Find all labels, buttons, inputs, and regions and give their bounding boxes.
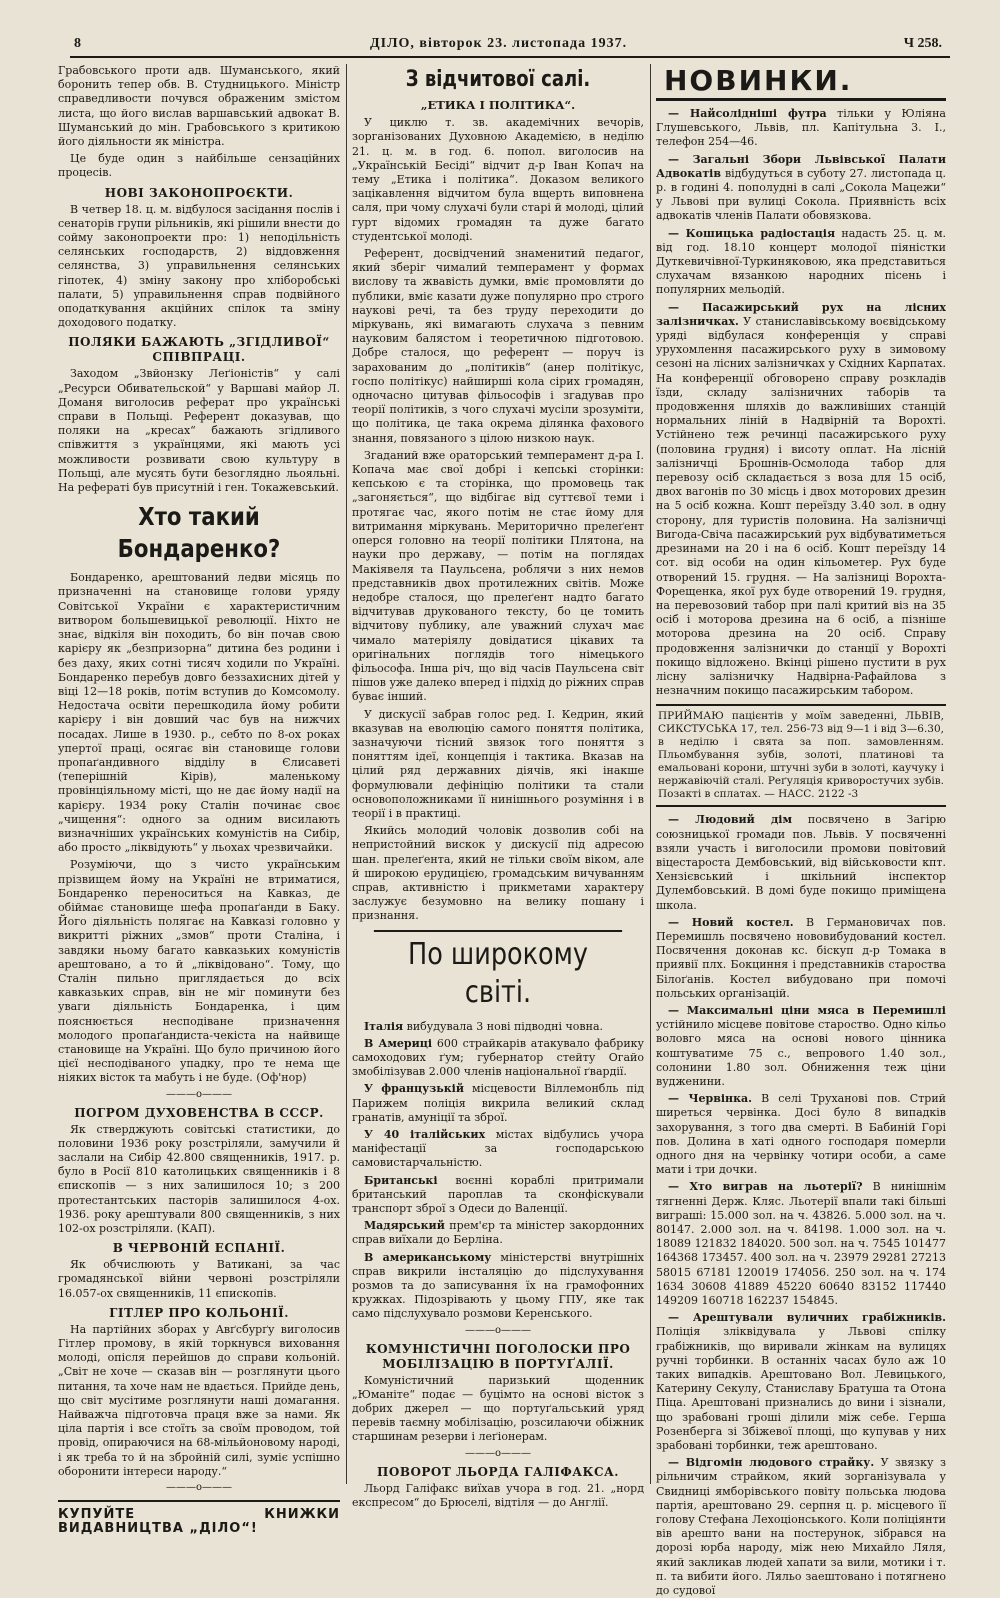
column-right: [656, 64, 947, 1598]
news-item-lead: — Відгомін людового страйку.: [668, 1456, 875, 1470]
news-item: [352, 1020, 644, 1034]
news-item-lead: У 40 італійських: [364, 1128, 486, 1141]
news-item-text: вибудувала 3 нові підводні човна.: [403, 1019, 603, 1033]
article-paragraph: На партійних зборах у Авґсбурґу виголосив Гітлер промову, в якій торкнувся виховання молоді, опісля перейшов до справи кольоній. „Світ не хоче — сказав він — розглянути цього питання, та хоче нам не вдається. Прийде день, що світ мусітиме розглянути наші домагання. Найважча підготовча праця вже за нами. Як ціла партія і все стоїть за своїм проводом, той провід, опираючися на 68-мільйоновому народі, і як треба то й на збройній силі, зуміє успішно оборонити інтереси народу.“: [58, 1322, 340, 1478]
news-item-text: У станиславівському воєвідському уряді відбулася конференція у справі урухомлення пасажирського руху в зимовому сезоні на лісних залізничках у Східних Карпатах. На конференції обговорено справу розкладів їзди, складу залізничних таборів та продовження шляхів до важливіших станцій нормальних ліній в Надвірній та Ворохті. Устійнено теж речинці пасажирського руху (половина грудня) і висоту оплат. На лісній залізничці Брошнів-Осмолода табор для перевозу осіб складається з воза для 15 осіб, двох вагонів по 30 місць і двох моторових дрезин на 5 осіб кожна. Кошт переїзду 3.40 зол. в одну сторону, для туристів половина. На залізничці Вигода-Свіча пасажирський рух відбуватиметься дрезинами на 20 і на 6 осіб. Кошт переїзду 14 сот. від особи на один кільометер. Рух буде отворений 15. грудня. — На залізниці Ворохта-Форещенка, якої рух буде отворений 19. грудня, на перевозовий табор при палі критий віз на 35 осіб і моторова дрезина на 6 осіб, а пізніше моторова дрезина на 20 осіб. Справу продовження залізнички до станції у Ворохті покищо відложено. Вкінці рішено пустити в рух лісну залізничку Надвірна-Рафайлова з незначним покищо пасажирським табором.: [656, 314, 946, 698]
column-left: [58, 64, 340, 1537]
news-item-lead: — Пасажирський рух на лісних залізничках.: [656, 300, 946, 328]
separator: ———o———: [165, 1482, 233, 1494]
article-paragraph: Комуністичний паризький щоденник „Юманіте“ подає — буцімто на основі вісток з добрих джерел — що портуґальський уряд перевів таємну мобілізацію, розсилаючи обіжник старшинам резерви і леґіонерам.: [352, 1373, 644, 1444]
news-item-lead: У французькій: [364, 1082, 464, 1096]
article-paragraph: Це буде один з найбільше сензаційних процесів.: [58, 152, 340, 180]
news-item: [352, 1128, 644, 1171]
news-item-text: надасть 25. ц. м. від год. 18.10 концерт молодої піяністки Дуткевичівної-Туркиняковою, яка представиться слухачам вязанкою народних пісень і популярних мельодій.: [656, 226, 947, 297]
page-number: 8: [74, 36, 81, 51]
news-item-text: прем'єр та міністер закордонних справ виїхали до Берліна.: [352, 1219, 644, 1247]
news-item-text: устійнило місцеве повітове староство. Одно кільо воловго мяса на основі нового цінника коштуватиме 75 с., вепрового 1.40 зол., солонини 1.80 зол. Обниження теж ціни вудженини.: [656, 1018, 946, 1088]
article-paragraph: У циклю т. зв. академічних вечорів, зорганізованих Духовною Академією, в неділю 21. ц. м. в год. 6. попол. виголосив на „Українській Бесіді“ відчит д-р Іван Копач на тему „Етика і політика“. Доказом великого зацікавлення відчитом була вщерть виповнена саля, при чому слухачі були старі й молоді, цілий гурт відомих громадян та дуже багато студентської молоді.: [352, 116, 644, 243]
article-paragraph: Референт, досвідчений знаменитий педагог, який зберіг чималий темперамент у формах вислову та жвавість думки, вміє промовляти до публики, вміє казати дуже популярно про строго наукові речі, та без труду переходити до міркувань, які вимагають слухача з певним науковим балястом і теоретичною підготовою. Добре сталося, що референт — поруч із зарахованим до „політиків“ (анер політікус, госпо політікус) найширші кола сірих громадян, одночасно цитував фільософів і згадував про теорії політиків, з чого слухачі мусіли зрозуміти, що політика, це така окрема ділянка фахового знання, повязаного з цілою низкою наук.: [352, 247, 644, 445]
news-item-lead: — Хто виграв на льотерії?: [668, 1180, 863, 1194]
separator: ———o———: [464, 1447, 532, 1459]
article-paragraph: Льорд Галіфакс виїхав учора в год. 21. „норд експресом“ до Брюселі, відтіля — до Англії.: [352, 1481, 644, 1509]
issue-number: Ч 258.: [903, 36, 942, 51]
article-paragraph: В четвер 18. ц. м. відбулося засідання послів і сенаторів групи рільників, які рішили внести до сойму законопроекти про: 1) неподільність селянських господарств, 2) віддовження селянства, 3) управильнення селянських гіпотек, 4) зміну закону про хліборобські палати, 5) управильнення справ подвійного оподаткування акційних спілок та зміну доходового податку.: [58, 202, 340, 330]
news-item-text: В селі Труханові пов. Стрий ширеться червінка. Досі було 8 випадків захорування, з того два смерті. В Бабиній Горі пов. Долина в хаті одного господаря померли одного дня на червінку чотири особи, а саме мати і три дочки.: [656, 1092, 946, 1177]
news-list: [656, 107, 946, 698]
news-item: [656, 1311, 946, 1453]
separator: ———o———: [165, 1088, 233, 1100]
news-item: [352, 1037, 644, 1080]
news-item: [352, 1082, 644, 1125]
news-item-text: В нинішнім тягненні Держ. Кляс. Льотерії впали такі більші виграші: 15.000 зол. на ч. 43826. 5.000 зол. на ч. 80147. 2.000 зол. на ч. 84198. 1.000 зол. на ч. 18089 121832 184020. 500 зол. на ч. 7545 101477 164368 173457. 400 зол. на ч. 23979 29281 27213 58015 67181 120019 174056. 250 зол. на ч. 174 1634 30608 41889 45220 60640 83152 117440 149209 160718 162237 154845.: [656, 1180, 946, 1308]
news-item-text: міністерстві внутрішніх справ викрили інсталяцію до підслухування розмов та до записування їх на грамофонних кружках. Підозрівають у цьому ГПУ, яке так само підслухувало розмови Керенського.: [352, 1250, 645, 1321]
dentist-advert: ПРИЙМАЮ пацієнтів у моїм заведенні, ЛЬВІВ, СИКСТУСЬКА 17, тел. 256-73 від 9—1 і від 3—6.30, в неділю і свята за поп. замовленням. Пльомбування зубів, золоті, платинові та емальовані корони, штучні зуби в золоті, каучуку і нержавіючій сталі. Реґуляція криворостучих зубів. Позакті в сплатах. — НАСС. 2122 -3: [656, 704, 946, 807]
column-middle: [352, 64, 645, 1509]
news-item-text: У звязку з рільничим страйком, який зорганізувала у Свидниці ямборівського повіту польська людова партія, арештовано 29. серпня ц. р. місцевого її голову Стефана Лехоціонського. Коли поліціянти вів арешто вани на постерунок, зібрався на дорозі юрба народу, між нею Михайло Ляля, який закликав людей хапати за вили, мотики і т. п. та вибити його. Ляльо заештовано і потягнено до судової: [656, 1456, 946, 1598]
article-heading: ПОГРОМ ДУХОВЕНСТВА В СССР.: [74, 1105, 324, 1120]
news-item-text: містах відбулись учора маніфестації за господарською самовистарчальністю.: [352, 1128, 644, 1170]
column-rule: [650, 64, 651, 1484]
article-heading: ГІТЛЕР ПРО КОЛЬОНІЇ.: [109, 1305, 289, 1320]
separator: ———o———: [464, 1324, 532, 1336]
news-item: [352, 1219, 644, 1247]
news-item: [656, 813, 946, 912]
article-paragraph: Заходом „Звйонзку Леґіоністів“ у салі „Ресурси Обивательской“ у Варшаві майор Л. Доманя виголосив реферат про українські справи в Польщі. Референт доказував, що поляки на „кресах“ бажають згідливого співжиття з українцями, які мають усі можливости розвивати свою культуру в Польщі, але мусять бути безоглядно льояльні. На рефераті був присутній і ген. Токажевський.: [58, 367, 340, 495]
section-heading: По широкому світі.: [374, 930, 622, 1012]
article-heading: ПОЛЯКИ БАЖАЮТЬ „ЗГІДЛИВОЇ“ СПІВПРАЦІ.: [68, 335, 330, 365]
news-item: [352, 1174, 644, 1217]
article-paragraph: Грабовського проти адв. Шуманського, який боронить тепер обв. В. Студницького. Міністр справедливости почувся ображеним змістом листа, що його вислав варшавський адвокат В. Шуманський до мін. Грабовського з критикою його діяльности як міністра.: [58, 64, 340, 149]
world-news-list: [352, 1020, 644, 1322]
news-item: [656, 227, 946, 298]
news-item-text: тільки у Юліяна Глушевського, Львів, пл. Капітульна 3. І., телефон 254—46.: [656, 107, 946, 149]
article-heading-large: Хто такий Бондаренко?: [117, 502, 281, 564]
news-item-text: В Германовичах пов. Перемишль посвячено нововибудований костел. Посвячення доконав кс. біскуп д-р Томака в приявії плх. Бокциння і представників староства Білоґанів. Костел вибудовано при помочі польських організацій.: [656, 915, 946, 1000]
news-item: [656, 1180, 946, 1308]
news-item-lead: — Червінка.: [668, 1092, 752, 1106]
news-item-lead: — Найсолідніші футра: [668, 107, 827, 120]
article-paragraph: Як обчислюють у Ватикані, за час громадянської війни червоні розстріляли 16.057-ох священників, 11 єпископів.: [58, 1258, 340, 1300]
article-paragraph: Бондаренко, арештований ледви місяць по призначенні на становище голови уряду Совітської України є характеристичним витвором большевицької революції. Ніхто не знає, відкіля він походить, бо він почав свою карієру як „безпризорна“ дитина без родини і без даху, яких сотні тисяч ходили по Україні. Бондаренко перебув довго беззахисних дітей у віці 12—18 років, потім вступив до Комсомолу. Недостача освіти перешкодила йому робити карієру і він довший час був на нижчих посадах. Лише в 1930. р., себто по 8-ох роках упертої праці, осягає він становище голови пропаґандивного відділу в Єлисаветі (теперішній Кірів), маленькому провінціяльному місті, що не дає йому надії на карієру. 1934 року Сталін починає своє „чищення“: одного за одним висилають визначніших українських комуністів на Сибір, або просто „ліквідують“ у льохах чрезвичайки.: [58, 571, 340, 855]
news-item-lead: В американському: [364, 1250, 492, 1264]
news-item-text: місцевости Віллемонбль під Парижем поліція викрила великий склад гранатів, амуніції та зброї.: [352, 1082, 644, 1124]
news-item-lead: — Загальні Збори Львівської Палати Адвокатів: [656, 152, 946, 180]
news-item: [656, 1092, 946, 1177]
article-paragraph: Якийсь молодий чоловік дозволив собі на неприcтойний вискок у дискусії під адресою шан. прелеґента, який не тільки своїм віком, але й широкою ерудицією, громадським вичуванням справ, активністю і прикметами характеру заслужує безумовно на велику пошану і признання.: [352, 824, 644, 923]
article-paragraph: Розуміючи, що з чисто українським прізвищем йому на Україні не втриматися, Бондаренко переноситься на Кавказ, де обіймає становище шефа пропаґанди в Баку. Його діяльність полягає на Кавказі головно у викритті ріжних „змов“ проти Сталіна, і завдяки ньому багато кавказьких комуністів арештовано, а то й „ліквідовано“. Тому, що Сталін пильно приглядається до всіх кавказьких справ, він не міг поминути без уваги діяльність Бондаренка, і цим пояснюється несподіване призначення молодого пропаґандиста-чекіста на найвище становище на Україні. Що було причиною його цієї несподіваного упадку, про те нема ще ніяких вісток та мабуть і не буде. (Оф'нор): [58, 858, 340, 1085]
news-item-lead: — Кошицька радіостація: [668, 226, 836, 240]
news-item: [656, 107, 946, 150]
news-item-lead: Італія: [364, 1019, 404, 1033]
news-item-text: 600 страйкарів атакувало фабрику самоходових ґум; губернатор стейту Огайо змобілізував 2.000 членів національної ґвардії.: [352, 1036, 645, 1079]
section-heading: НОВИНКИ.: [656, 64, 946, 101]
news-item: [656, 1004, 946, 1089]
news-item: [656, 1456, 946, 1598]
news-item: [656, 301, 946, 699]
news-item-text: відбудуться в суботу 27. листопада ц. р. в годині 4. пополудні в салі „Сокола Мацежи“ у Львові при вулиці Сокола. Приявність всіх адвокатів членів Палати обовязкова.: [656, 166, 946, 223]
news-item-lead: — Новий костел.: [668, 915, 794, 929]
masthead: [70, 34, 950, 58]
article-paragraph: Як стверджують совітські статистики, до половини 1936 року розстріляли, замучили й заслали на Сибір 42.800 священників, 1917. р. було в Росії 810 католицьких священників і 8 єпископів — з них залишилося 10; з 200 протестантських пасторів залишилося 4-ох. 1936. року арештували 800 священників, з них 102-ох розстріляли. (КАП).: [58, 1122, 340, 1236]
news-item-lead: — Арештували вуличних грабіжників.: [668, 1311, 946, 1325]
news-item-lead: Мадярський: [364, 1219, 445, 1233]
news-item-text: Поліція зліквідувала у Львові спілку грабіжників, що виривали жінкам на вулицях ручні торбинки. В останніх часах було аж 10 таких випадків. Арештовано Вол. Левицького, Катерину Секулу, Станиславу Братуша та Отона Піца. Арештовані признались до вини і зізнали, що зрабовані гроші ділили між себе. Герша Розенберга зі Збіжевої площі, що купував у них зрабовані торбинки, теж арештовано.: [656, 1325, 946, 1453]
section-heading: З відчитової салі.: [405, 67, 591, 92]
column-rule: [346, 64, 347, 1484]
news-item: [656, 153, 946, 224]
news-item-lead: В Америці: [364, 1036, 433, 1050]
article-subheading: „ЕТИКА І ПОЛІТИКА“.: [420, 98, 576, 112]
advert-banner: КУПУЙТЕ КНИЖКИ ВИДАВНИЦТВА „ДІЛО“!: [58, 1500, 340, 1536]
news-item: [352, 1251, 644, 1322]
news-item: [656, 916, 946, 1001]
article-heading: КОМУНІСТИЧНІ ПОГОЛОСКИ ПРО МОБІЛІЗАЦІЮ В ПОРТУҐАЛІЇ.: [365, 1341, 631, 1371]
news-item-lead: Британські: [364, 1173, 438, 1187]
news-item-text: воєнні кораблі притримали британський пароплав та сконфіскували транспорт зброї з Одеси до Валенції.: [352, 1173, 644, 1216]
news-item-text: посвячено в Загірю союзницької громади пов. Львів. У посвяченні взяли участь і виголосили промови повітовий віцестароста Дембовський, від військовости кпт. Хензієвський і шкільний інспектор Дулембовський. В домі буде покищо приміщена школа.: [656, 813, 946, 912]
article-heading: НОВІ ЗАКОНОПРОЄКТИ.: [104, 185, 294, 200]
news-list: [656, 813, 946, 1598]
article-heading: ПОВОРОТ ЛЬОРДА ГАЛІФАКСА.: [377, 1464, 619, 1479]
article-paragraph: Згаданий вже ораторський темперамент д-ра І. Копача має свої добрі і кепські сторінки: кепською є та сторінка, що промовець так „загоняється“, що відбігає від суттєвої теми і протягає час, якого потім не стає йому для витримання міркувань. Мериторично прелеґент оперся головно на теорії політики Плятона, на науки про державу, — потім на поглядах Макіявеля та Паульсена, роблячи з них немов представників двох протилежних світів. Може недобре сталося, що прелеґент надто багато відчитував друкованого тексту, бо це томить відчитову публику, але уважний слухач має чимало матеріялу довідатися цікавих та оригінальних поглядів того німецького фільософа. Інша річ, що від часів Паульсена світ пішов уже далеко вперед і підхід до ріжних справ буває інший.: [352, 448, 644, 704]
article-paragraph: У дискусії забрав голос ред. І. Кедрин, який вказував на еволюцію самого поняття політика, зазначуючи тісний звязок того поняття з поняттям ідеї, концепція і тактика. Вказав на цілий ряд державних діячів, які інакше формулювали дефініцію політики та стали основоположниками її нинішнього розуміння і в теорії і в практиці.: [352, 707, 644, 820]
news-item-lead: — Людовий дім: [668, 813, 793, 827]
news-item-lead: — Максимальні ціни мяса в Перемишлі: [668, 1003, 946, 1017]
newspaper-title-date: ДІЛО, вівторок 23. листопада 1937.: [370, 36, 628, 51]
article-heading: В ЧЕРВОНІЙ ЕСПАНІЇ.: [112, 1241, 286, 1256]
